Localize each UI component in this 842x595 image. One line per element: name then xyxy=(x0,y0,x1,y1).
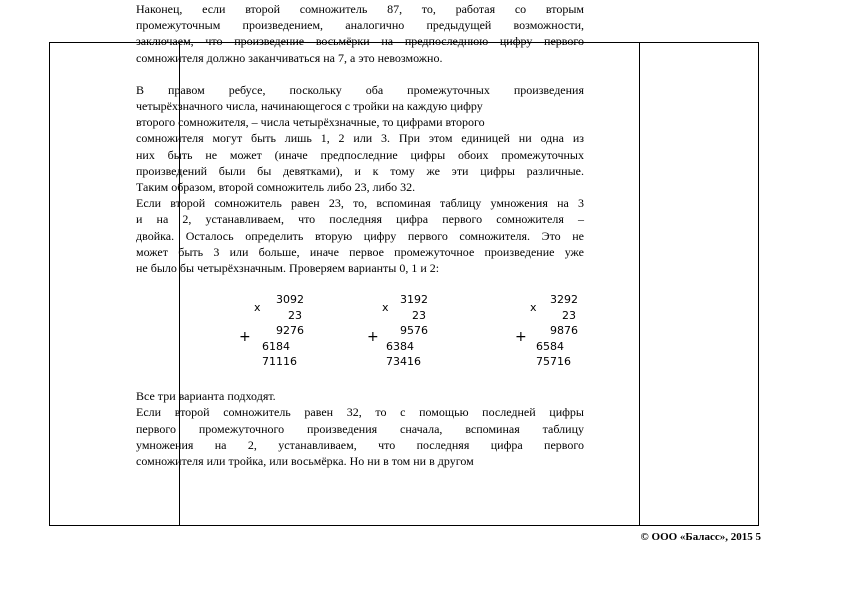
text-line: В правом ребусе, поскольку оба промежуточных произведения xyxy=(136,82,584,97)
text-line: них быть не может (иначе предпоследние цифры обоих промежуточных xyxy=(136,147,584,162)
text-line: Все три варианта подходят. xyxy=(136,389,276,404)
calculation-3 xyxy=(515,292,630,372)
partial-product-2: 6184 xyxy=(262,339,290,353)
text-line: второго сомножителя, – числа четырёхзначные, то цифрами второго xyxy=(136,115,485,130)
multiplicand: 3192 xyxy=(400,293,428,306)
multiply-sign: x xyxy=(530,301,537,314)
copyright-footer: © ООО «Баласс», 2015 5 xyxy=(640,531,761,543)
partial-product-2: 6384 xyxy=(386,339,414,353)
plus-sign: + xyxy=(239,329,251,345)
text-line: сомножителя должно заканчиваться на 7, а это невозможно. xyxy=(136,50,443,65)
multiply-sign: x xyxy=(382,301,389,314)
text-line: может быть 3 или больше, иначе первое промежуточное произведение уже xyxy=(136,244,584,259)
text-line: заключаем, что произведение восьмёрки на предпоследнюю цифру первого xyxy=(136,34,584,49)
partial-product-1: 9276 xyxy=(276,324,304,337)
multiplier: 23 xyxy=(288,308,302,322)
product: 71116 xyxy=(262,355,297,368)
text-line: и на 2, устанавливаем, что последняя цифра первого сомножителя – xyxy=(136,212,584,227)
plus-sign: + xyxy=(515,329,527,345)
text-line: произведений были бы девятками), и к тому же эти цифры различные. xyxy=(136,163,584,178)
text-line: двойка. Осталось определить вторую цифру первого сомножителя. Это не xyxy=(136,228,584,243)
text-line: промежуточным произведением, аналогично предыдущей возможности, xyxy=(136,18,584,33)
text-line: сомножителя могут быть лишь 1, 2 или 3. При этом единицей ни одна из xyxy=(136,131,584,146)
text-line: четырёхзначного числа, начинающегося с тройки на каждую цифру xyxy=(136,99,483,114)
partial-product-2: 6584 xyxy=(536,339,564,353)
calculation-1 xyxy=(239,292,354,372)
multiplication-examples xyxy=(136,292,584,372)
text-line: не было бы четырёхзначным. Проверяем варианты 0, 1 и 2: xyxy=(136,261,440,276)
text-content xyxy=(136,1,584,469)
text-line: умножения на 2, устанавливаем, что последняя цифра первого xyxy=(136,437,584,452)
text-line: сомножителя или тройка, или восьмёрка. Но ни в том ни в другом xyxy=(136,454,474,469)
text-line: Если второй сомножитель равен 32, то с помощью последней цифры xyxy=(136,405,584,420)
multiplier: 23 xyxy=(412,308,426,322)
column-divider-right xyxy=(639,43,640,525)
text-line: Наконец, если второй сомножитель 87, то, работая со вторым xyxy=(136,2,584,16)
text-line: Если второй сомножитель равен 23, то, вспоминая таблицу умножения на 3 xyxy=(136,196,584,211)
multiplicand: 3092 xyxy=(276,293,304,306)
multiplier: 23 xyxy=(562,308,576,322)
product: 75716 xyxy=(536,355,571,368)
text-line: Таким образом, второй сомножитель либо 23, либо 32. xyxy=(136,180,416,195)
partial-product-1: 9576 xyxy=(400,324,428,337)
text-line: первого промежуточного произведения сначала, вспоминая таблицу xyxy=(136,421,584,436)
product: 73416 xyxy=(386,355,421,368)
partial-product-1: 9876 xyxy=(550,324,578,337)
calculation-2 xyxy=(367,292,482,372)
multiplicand: 3292 xyxy=(550,293,578,306)
plus-sign: + xyxy=(367,329,379,345)
multiply-sign: x xyxy=(254,301,261,314)
